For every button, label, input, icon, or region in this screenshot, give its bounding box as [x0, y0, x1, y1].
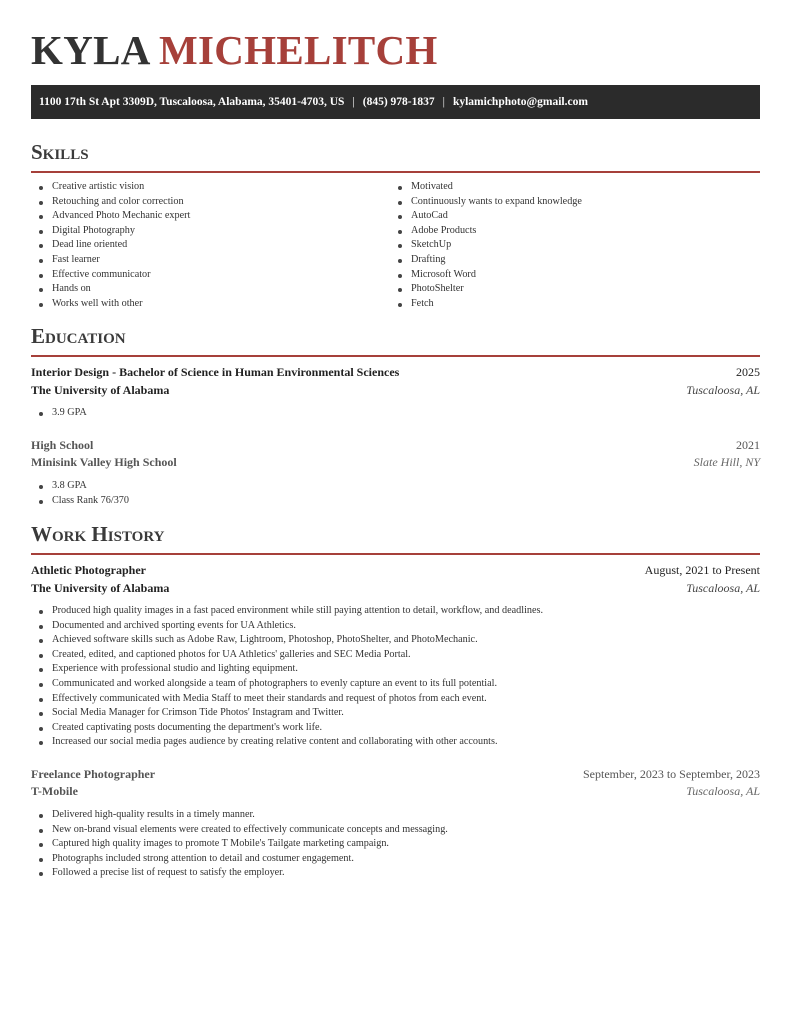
education-year: 2021 [736, 438, 760, 452]
education-entry-school [31, 381, 760, 399]
contact-phone: (845) 978-1837 [362, 96, 435, 108]
work-detail-item: Produced high quality images in a fast paced environment while still paying attention to detail, workflow, and deadlines. [31, 604, 760, 619]
education-detail-item: 3.9 GPA [31, 406, 760, 421]
skill-item: Fast learner [31, 253, 389, 268]
contact-separator: | [442, 96, 445, 108]
education-location: Slate Hill, NY [693, 455, 760, 469]
education-details [31, 479, 760, 508]
work-location: Tuscaloosa, AL [686, 581, 760, 595]
skill-item: Creative artistic vision [31, 180, 389, 195]
education-school: The University of Alabama [31, 383, 170, 397]
contact-email: kylamichphoto@gmail.com [452, 96, 588, 108]
education-details [31, 406, 760, 421]
work-detail-item: Achieved software skills such as Adobe Raw, Lightroom, Photoshop, PhotoShelter, and PhotoMechanic. [31, 633, 760, 648]
education-degree: Interior Design - Bachelor of Science in Human Environmental Sciences [31, 365, 400, 379]
work-company: T-Mobile [31, 784, 78, 798]
education-detail-item: 3.8 GPA [31, 479, 760, 494]
education-heading: Education [31, 323, 760, 357]
skill-item: PhotoShelter [390, 282, 760, 297]
last-name: MICHELITCH [158, 27, 438, 73]
work-role: Athletic Photographer [31, 563, 146, 577]
education-year: 2025 [736, 365, 760, 379]
skill-item: Digital Photography [31, 224, 389, 239]
work-dates: August, 2021 to Present [644, 563, 760, 577]
skill-item: Adobe Products [390, 224, 760, 239]
skill-item: Retouching and color correction [31, 195, 389, 210]
skills-list-right [390, 180, 760, 311]
work-detail-item: Increased our social media pages audience by creating relative content and collaborating with other accounts. [31, 735, 760, 750]
candidate-name [31, 26, 438, 74]
work-entry-header [31, 561, 760, 579]
work-role: Freelance Photographer [31, 767, 156, 781]
contact-bar [31, 85, 760, 119]
work-company: The University of Alabama [31, 581, 170, 595]
work-location: Tuscaloosa, AL [686, 784, 760, 798]
skill-item: SketchUp [390, 238, 760, 253]
skill-item: Advanced Photo Mechanic expert [31, 209, 389, 224]
work-detail-item: Experience with professional studio and lighting equipment. [31, 662, 760, 677]
education-entry-school [31, 453, 760, 471]
skill-item: Effective communicator [31, 268, 389, 283]
work-details [31, 808, 760, 881]
work-detail-item: Photographs included strong attention to detail and costumer engagement. [31, 852, 760, 867]
education-entry-header [31, 436, 760, 454]
work-detail-item: New on-brand visual elements were created to effectively communicate concepts and messaging. [31, 823, 760, 838]
first-name: KYLA [31, 27, 149, 73]
contact-separator: | [352, 96, 355, 108]
work-entry-company [31, 579, 760, 597]
education-degree: High School [31, 438, 94, 452]
work-details [31, 604, 760, 750]
skill-item: Motivated [390, 180, 760, 195]
skill-item: Works well with other [31, 297, 389, 312]
education-school: Minisink Valley High School [31, 455, 177, 469]
work-entry-header [31, 765, 760, 783]
work-detail-item: Documented and archived sporting events for UA Athletics. [31, 619, 760, 634]
work-history-heading: Work History [31, 521, 760, 555]
education-location: Tuscaloosa, AL [686, 383, 760, 397]
skill-item: Fetch [390, 297, 760, 312]
skill-item: Microsoft Word [390, 268, 760, 283]
skills-heading: Skills [31, 139, 760, 173]
work-detail-item: Captured high quality images to promote T Mobile's Tailgate marketing campaign. [31, 837, 760, 852]
work-detail-item: Followed a precise list of request to satisfy the employer. [31, 866, 760, 881]
contact-address: 1100 17th St Apt 3309D, Tuscaloosa, Alabama, 35401-4703, US [39, 96, 345, 108]
work-detail-item: Social Media Manager for Crimson Tide Photos' Instagram and Twitter. [31, 706, 760, 721]
skill-item: Dead line oriented [31, 238, 389, 253]
skill-item: Hands on [31, 282, 389, 297]
work-detail-item: Created, edited, and captioned photos for UA Athletics' galleries and SEC Media Portal. [31, 648, 760, 663]
skill-item: Continuously wants to expand knowledge [390, 195, 760, 210]
work-detail-item: Delivered high-quality results in a timely manner. [31, 808, 760, 823]
skill-item: Drafting [390, 253, 760, 268]
work-dates: September, 2023 to September, 2023 [582, 767, 760, 781]
work-detail-item: Communicated and worked alongside a team of photographers to evenly capture an event to its full potential. [31, 677, 760, 692]
work-detail-item: Effectively communicated with Media Staff to meet their standards and request of photos from each event. [31, 692, 760, 707]
skill-item: AutoCad [390, 209, 760, 224]
education-entry-header [31, 363, 760, 381]
work-entry-company [31, 782, 760, 800]
education-detail-item: Class Rank 76/370 [31, 494, 760, 509]
work-detail-item: Created captivating posts documenting the department's work life. [31, 721, 760, 736]
skills-list-left [31, 180, 389, 311]
